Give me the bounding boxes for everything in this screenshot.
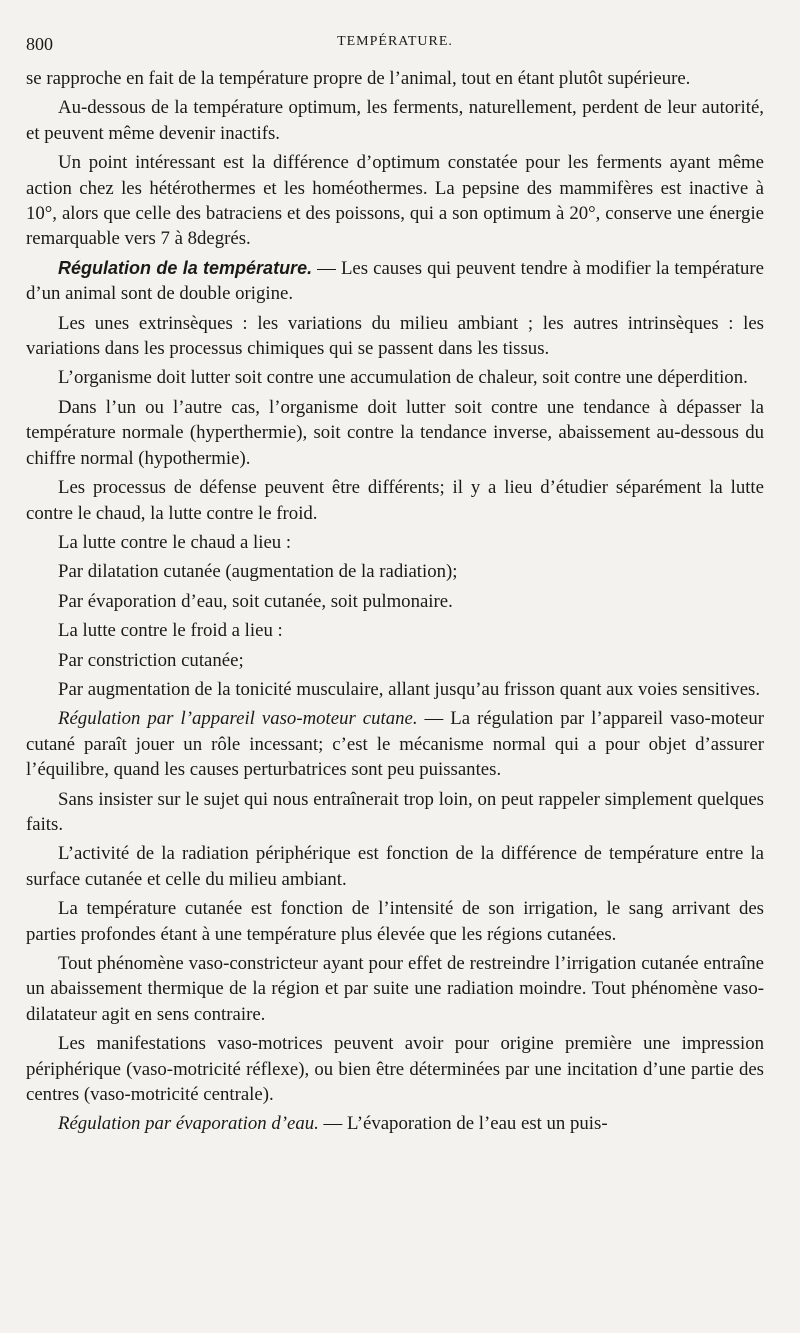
paragraph (26, 365, 764, 390)
paragraph-text: Par dilatation cutanée (augmentation de la radiation); (58, 561, 458, 583)
paragraph-text: Par constriction cutanée; (58, 649, 244, 671)
paragraph-text: — Les causes qui peuvent tendre à modifier la température d’un animal sont de double origine. (26, 257, 764, 305)
paragraph-text: Par augmentation de la tonicité musculaire, allant jusqu’au frisson quant aux voies sensitives. (58, 678, 761, 700)
paragraph (26, 706, 764, 782)
paragraph-text: Par évaporation d’eau, soit cutanée, soit pulmonaire. (58, 590, 453, 612)
paragraph (26, 395, 764, 471)
page-body (26, 66, 764, 1141)
section-heading: Régulation par évaporation d’eau. (58, 1113, 319, 1135)
paragraph (26, 475, 764, 526)
paragraph (26, 787, 764, 838)
paragraph-text: La lutte contre le froid a lieu : (58, 620, 283, 642)
paragraph (26, 66, 764, 91)
book-page (26, 30, 764, 1320)
running-title: TEMPÉRATURE. (337, 34, 453, 49)
paragraph (26, 841, 764, 892)
paragraph (26, 589, 764, 614)
paragraph-text: Sans insister sur le sujet qui nous entraînerait trop loin, on peut rappeler simplement quelques faits. (26, 788, 764, 835)
section-heading: Régulation par l’appareil vaso-moteur cutane. (58, 708, 418, 730)
paragraph-text: se rapproche en fait de la température propre de l’animal, tout en étant plutôt supérieure. (26, 68, 691, 89)
paragraph (26, 951, 764, 1027)
page-number: 800 (26, 34, 53, 54)
paragraph (26, 311, 764, 362)
paragraph (26, 530, 764, 555)
paragraph-text: Les manifestations vaso-motrices peuvent avoir pour origine première une impression périphérique (vaso-motricité réflexe), ou bien être déterminées par une incitation d’une partie des centres (vaso-motricité centrale). (26, 1033, 764, 1106)
paragraph-text: Tout phénomène vaso-constricteur ayant pour effet de restreindre l’irrigation cutanée entraîne un abaissement thermique de la région et par suite une radiation moindre. Tout phénomène vaso-dilatateur agit en sens contraire. (26, 953, 764, 1025)
paragraph-text: La température cutanée est fonction de l’intensité de son irrigation, le sang arrivant des parties profondes étant à une température plus élevée que les régions cutanées. (26, 898, 764, 945)
paragraph (26, 95, 764, 146)
paragraph-text: Les processus de défense peuvent être différents; il y a lieu d’étudier séparément la lutte contre le chaud, la lutte contre le froid. (26, 477, 764, 524)
paragraph-text: La lutte contre le chaud a lieu : (58, 531, 292, 553)
paragraph-text: L’activité de la radiation périphérique est fonction de la différence de température entre la surface cutanée et celle du milieu ambiant. (26, 843, 764, 890)
page-header (26, 30, 764, 60)
section-heading: Régulation de la température. (58, 257, 313, 278)
paragraph-text: Au-dessous de la température optimum, les ferments, naturellement, perdent de leur autorité, et peuvent même devenir inactifs. (26, 97, 764, 144)
paragraph-text: Les unes extrinsèques : les variations du milieu ambiant ; les autres intrinsèques : les variations dans les processus chimiques qui se passent dans les tissus. (26, 312, 764, 360)
paragraph-text: Dans l’un ou l’autre cas, l’organisme doit lutter soit contre une tendance à dépasser la température normale (hyperthermie), soit contre la tendance inverse, abaissement au-dessous du chiffre normal (hypothermie). (26, 396, 764, 469)
paragraph-text: — L’évaporation de l’eau est un puis- (318, 1113, 608, 1135)
paragraph (26, 1031, 764, 1107)
paragraph (26, 896, 764, 947)
paragraph (26, 648, 764, 673)
paragraph (26, 559, 764, 584)
paragraph (26, 677, 764, 702)
paragraph (26, 256, 764, 307)
paragraph (26, 1111, 764, 1136)
paragraph (26, 150, 764, 252)
paragraph-text: — La régulation par l’appareil vaso-moteur cutané paraît jouer un rôle incessant; c’est le mécanisme normal qui a pour objet d’assurer l’équilibre, quand les causes perturbatrices sont peu puissantes. (26, 708, 765, 781)
paragraph (26, 618, 764, 643)
paragraph-text: Un point intéressant est la différence d’optimum constatée pour les ferments ayant même action chez les hétérothermes et les homéothermes. La pepsine des mammifères est inactive à 10°, alors que celle des batraciens et des poissons, qui a son optimum à 20°, conserve une énergie remarquable vers 7 à 8degrés. (26, 152, 764, 250)
paragraph-text: L’organisme doit lutter soit contre une accumulation de chaleur, soit contre une déperdition. (58, 367, 748, 389)
